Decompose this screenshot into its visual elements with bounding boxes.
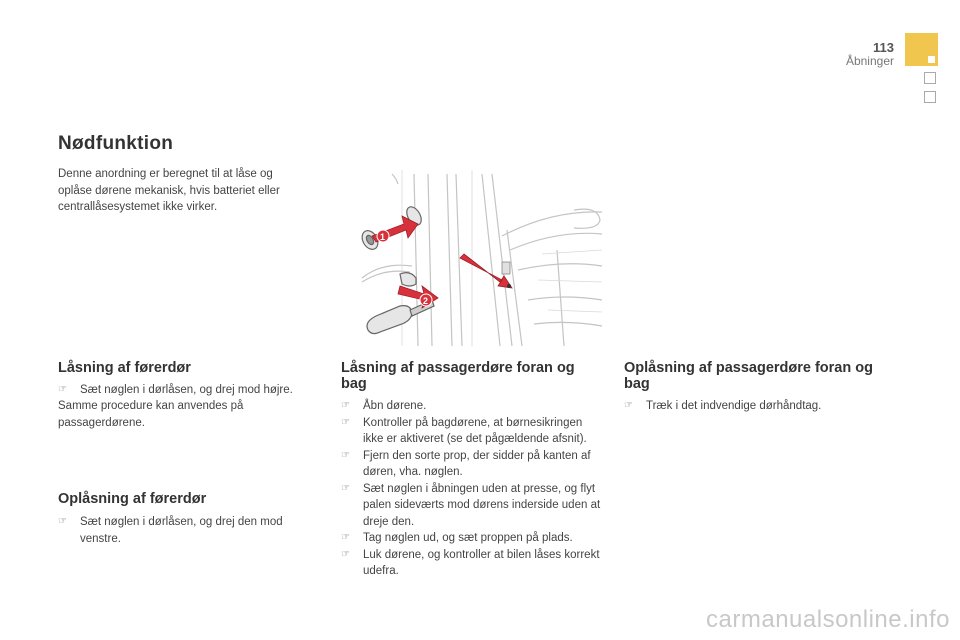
heading-lock-driver-door: Låsning af førerdør xyxy=(58,360,191,376)
section-tab[interactable] xyxy=(924,91,936,103)
heading-unlock-passenger-doors: Oplåsning af passagerdøre foran og bag xyxy=(624,360,873,392)
list-item: ☞ Tag nøglen ud, og sæt proppen på plads. xyxy=(341,530,603,547)
heading-unlock-driver-door: Oplåsning af førerdør xyxy=(58,491,207,507)
callout-2: 2 xyxy=(423,296,429,306)
section-tab[interactable] xyxy=(924,72,936,84)
unlock-passenger-steps xyxy=(624,398,894,415)
list-item: ☞ Luk dørene, og kontroller at bilen låses korrekt udefra. xyxy=(341,547,603,580)
list-item: ☞ Åbn dørene. xyxy=(341,398,603,415)
list-item: ☞ Kontroller på bagdørene, at børnesikringen ikke er aktiveret (se det pågældende afsnit). xyxy=(341,415,603,448)
tab-marker-icon xyxy=(928,56,935,63)
list-item: ☞ Træk i det indvendige dørhåndtag. xyxy=(624,398,894,415)
section-title: Åbninger xyxy=(845,54,894,68)
lock-passenger-steps xyxy=(341,398,603,580)
page-title: Nødfunktion xyxy=(58,133,174,154)
list-item: ☞ Fjern den sorte prop, der sidder på kanten af døren, vha. nøglen. xyxy=(341,448,603,481)
heading-lock-passenger-doors: Låsning af passagerdøre foran og bag xyxy=(341,360,575,392)
intro-text: Denne anordning er beregnet til at låse og oplåse dørene mekanisk, hvis batteriet eller centrallåsesystemet ikke virker. xyxy=(58,168,280,213)
lock-driver-note: Samme procedure kan anvendes på passagerdørene. xyxy=(58,400,244,429)
watermark: carmanualsonline.info xyxy=(706,606,950,633)
list-item: ☞ Sæt nøglen i åbningen uden at presse, og flyt palen sideværts mod dørens inderside uden at dreje den. xyxy=(341,481,603,531)
page-number: 113 xyxy=(873,40,894,55)
callout-1: 1 xyxy=(380,232,386,242)
list-item: ☞ Sæt nøglen i dørlåsen, og drej den mod venstre. xyxy=(58,514,308,547)
section-tab-active[interactable] xyxy=(905,33,938,66)
lock-driver-steps xyxy=(58,382,320,399)
list-item: ☞ Sæt nøglen i dørlåsen, og drej mod højre. xyxy=(58,382,320,399)
unlock-driver-steps xyxy=(58,514,308,547)
door-lock-illustration xyxy=(352,170,602,346)
